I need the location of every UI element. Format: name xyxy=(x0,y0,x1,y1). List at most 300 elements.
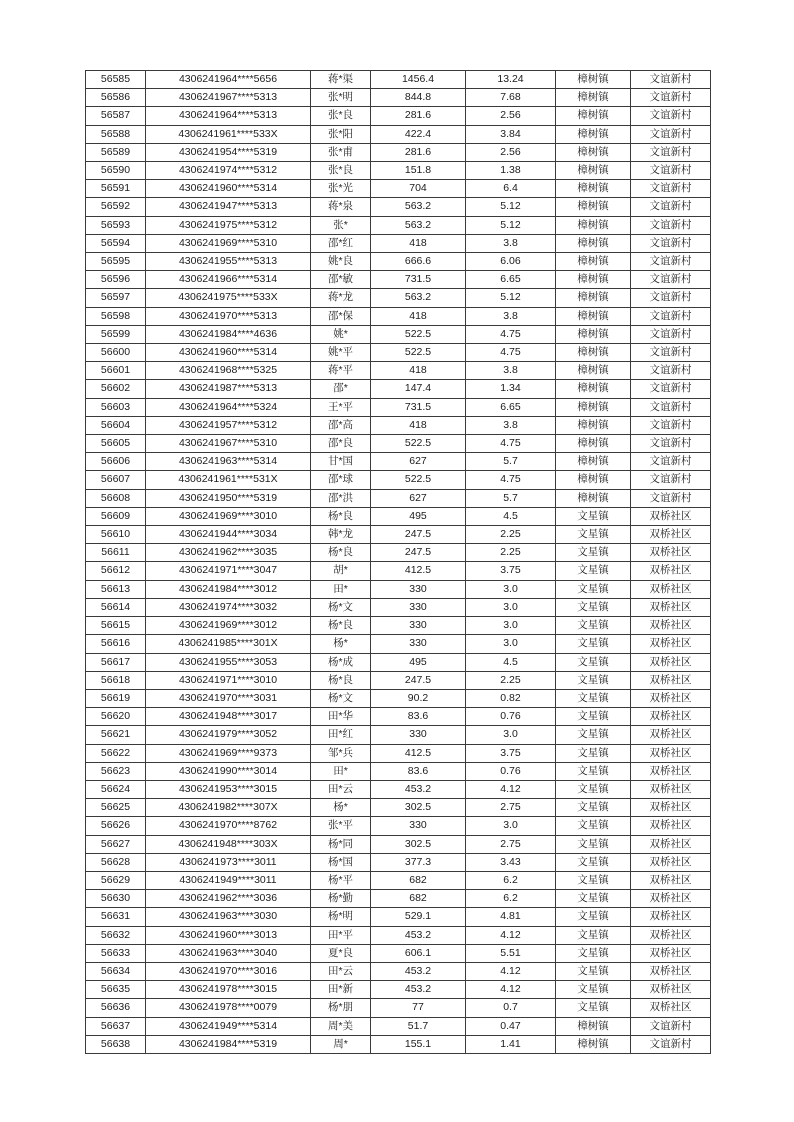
cell-town: 文星镇 xyxy=(556,671,631,689)
cell-village: 文谊新村 xyxy=(631,362,711,380)
cell-id-number: 4306241960****5314 xyxy=(146,180,311,198)
cell-id-number: 4306241961****531X xyxy=(146,471,311,489)
cell-rate: 1.41 xyxy=(466,1035,556,1053)
cell-amount: 77 xyxy=(371,999,466,1017)
cell-amount: 90.2 xyxy=(371,689,466,707)
cell-id-number: 4306241978****0079 xyxy=(146,999,311,1017)
cell-rate: 6.2 xyxy=(466,890,556,908)
cell-village: 双桥社区 xyxy=(631,871,711,889)
cell-amount: 281.6 xyxy=(371,107,466,125)
cell-serial: 56610 xyxy=(86,526,146,544)
cell-town: 文星镇 xyxy=(556,890,631,908)
cell-town: 樟树镇 xyxy=(556,344,631,362)
cell-village: 双桥社区 xyxy=(631,689,711,707)
cell-amount: 495 xyxy=(371,653,466,671)
cell-name: 杨*文 xyxy=(311,689,371,707)
cell-village: 文谊新村 xyxy=(631,289,711,307)
cell-amount: 418 xyxy=(371,416,466,434)
cell-serial: 56626 xyxy=(86,817,146,835)
cell-rate: 2.25 xyxy=(466,544,556,562)
cell-town: 文星镇 xyxy=(556,908,631,926)
table-row xyxy=(86,853,711,871)
table-row xyxy=(86,344,711,362)
cell-town: 樟树镇 xyxy=(556,234,631,252)
cell-town: 樟树镇 xyxy=(556,107,631,125)
cell-serial: 56637 xyxy=(86,1017,146,1035)
cell-town: 樟树镇 xyxy=(556,253,631,271)
cell-village: 文谊新村 xyxy=(631,271,711,289)
cell-village: 文谊新村 xyxy=(631,344,711,362)
cell-town: 文星镇 xyxy=(556,653,631,671)
cell-village: 双桥社区 xyxy=(631,726,711,744)
cell-serial: 56635 xyxy=(86,981,146,999)
table-row xyxy=(86,799,711,817)
cell-serial: 56602 xyxy=(86,380,146,398)
cell-id-number: 4306241979****3052 xyxy=(146,726,311,744)
table-row xyxy=(86,926,711,944)
cell-id-number: 4306241982****307X xyxy=(146,799,311,817)
cell-rate: 3.8 xyxy=(466,234,556,252)
cell-serial: 56604 xyxy=(86,416,146,434)
cell-id-number: 4306241975****533X xyxy=(146,289,311,307)
cell-village: 双桥社区 xyxy=(631,853,711,871)
cell-town: 文星镇 xyxy=(556,544,631,562)
cell-serial: 56618 xyxy=(86,671,146,689)
cell-serial: 56601 xyxy=(86,362,146,380)
cell-rate: 5.51 xyxy=(466,944,556,962)
cell-id-number: 4306241967****5310 xyxy=(146,435,311,453)
cell-village: 双桥社区 xyxy=(631,562,711,580)
table-row xyxy=(86,635,711,653)
cell-amount: 522.5 xyxy=(371,344,466,362)
table-row xyxy=(86,817,711,835)
cell-village: 双桥社区 xyxy=(631,780,711,798)
cell-village: 双桥社区 xyxy=(631,999,711,1017)
cell-village: 文谊新村 xyxy=(631,198,711,216)
cell-village: 文谊新村 xyxy=(631,1035,711,1053)
cell-rate: 6.65 xyxy=(466,271,556,289)
cell-name: 杨*勤 xyxy=(311,890,371,908)
cell-id-number: 4306241971****3010 xyxy=(146,671,311,689)
cell-rate: 3.0 xyxy=(466,817,556,835)
table-row xyxy=(86,744,711,762)
cell-id-number: 4306241963****5314 xyxy=(146,453,311,471)
table-row xyxy=(86,999,711,1017)
cell-rate: 2.56 xyxy=(466,143,556,161)
cell-amount: 281.6 xyxy=(371,143,466,161)
cell-id-number: 4306241962****3035 xyxy=(146,544,311,562)
cell-serial: 56591 xyxy=(86,180,146,198)
cell-name: 杨*良 xyxy=(311,507,371,525)
table-row xyxy=(86,435,711,453)
cell-id-number: 4306241970****5313 xyxy=(146,307,311,325)
cell-rate: 4.12 xyxy=(466,981,556,999)
cell-town: 文星镇 xyxy=(556,580,631,598)
cell-name: 田*新 xyxy=(311,981,371,999)
cell-town: 文星镇 xyxy=(556,708,631,726)
cell-serial: 56590 xyxy=(86,162,146,180)
cell-serial: 56617 xyxy=(86,653,146,671)
table-row xyxy=(86,234,711,252)
table-row xyxy=(86,1035,711,1053)
cell-town: 樟树镇 xyxy=(556,435,631,453)
cell-amount: 522.5 xyxy=(371,471,466,489)
cell-amount: 563.2 xyxy=(371,198,466,216)
cell-serial: 56596 xyxy=(86,271,146,289)
cell-id-number: 4306241969****5310 xyxy=(146,234,311,252)
cell-village: 双桥社区 xyxy=(631,926,711,944)
cell-amount: 844.8 xyxy=(371,89,466,107)
cell-id-number: 4306241948****3017 xyxy=(146,708,311,726)
cell-town: 文星镇 xyxy=(556,762,631,780)
cell-town: 樟树镇 xyxy=(556,453,631,471)
cell-name: 周*美 xyxy=(311,1017,371,1035)
cell-id-number: 4306241990****3014 xyxy=(146,762,311,780)
cell-village: 双桥社区 xyxy=(631,598,711,616)
cell-name: 邵*保 xyxy=(311,307,371,325)
cell-serial: 56609 xyxy=(86,507,146,525)
cell-name: 邵*洪 xyxy=(311,489,371,507)
cell-amount: 453.2 xyxy=(371,780,466,798)
cell-name: 杨*明 xyxy=(311,908,371,926)
cell-serial: 56599 xyxy=(86,325,146,343)
cell-name: 杨*成 xyxy=(311,653,371,671)
cell-id-number: 4306241974****3032 xyxy=(146,598,311,616)
cell-name: 田* xyxy=(311,762,371,780)
cell-village: 双桥社区 xyxy=(631,944,711,962)
cell-village: 文谊新村 xyxy=(631,107,711,125)
cell-rate: 0.82 xyxy=(466,689,556,707)
cell-rate: 2.25 xyxy=(466,526,556,544)
cell-town: 文星镇 xyxy=(556,598,631,616)
cell-rate: 5.7 xyxy=(466,453,556,471)
cell-name: 杨*良 xyxy=(311,544,371,562)
cell-village: 文谊新村 xyxy=(631,416,711,434)
cell-amount: 330 xyxy=(371,598,466,616)
cell-name: 周* xyxy=(311,1035,371,1053)
cell-serial: 56636 xyxy=(86,999,146,1017)
cell-id-number: 4306241962****3036 xyxy=(146,890,311,908)
table-row xyxy=(86,362,711,380)
cell-amount: 155.1 xyxy=(371,1035,466,1053)
cell-name: 蒋*渠 xyxy=(311,71,371,89)
table-row xyxy=(86,325,711,343)
cell-serial: 56631 xyxy=(86,908,146,926)
cell-amount: 627 xyxy=(371,453,466,471)
cell-serial: 56620 xyxy=(86,708,146,726)
table-row xyxy=(86,780,711,798)
cell-serial: 56606 xyxy=(86,453,146,471)
cell-id-number: 4306241984****3012 xyxy=(146,580,311,598)
table-row xyxy=(86,762,711,780)
cell-rate: 13.24 xyxy=(466,71,556,89)
cell-village: 双桥社区 xyxy=(631,635,711,653)
cell-rate: 7.68 xyxy=(466,89,556,107)
beneficiary-table xyxy=(85,70,711,1054)
cell-rate: 1.38 xyxy=(466,162,556,180)
cell-town: 文星镇 xyxy=(556,726,631,744)
cell-village: 文谊新村 xyxy=(631,125,711,143)
cell-serial: 56612 xyxy=(86,562,146,580)
cell-town: 文星镇 xyxy=(556,526,631,544)
cell-name: 杨*国 xyxy=(311,853,371,871)
table-row xyxy=(86,981,711,999)
cell-rate: 3.75 xyxy=(466,744,556,762)
cell-town: 樟树镇 xyxy=(556,216,631,234)
cell-town: 文星镇 xyxy=(556,799,631,817)
cell-town: 樟树镇 xyxy=(556,416,631,434)
cell-amount: 1456.4 xyxy=(371,71,466,89)
cell-amount: 606.1 xyxy=(371,944,466,962)
cell-amount: 522.5 xyxy=(371,325,466,343)
cell-id-number: 4306241970****3016 xyxy=(146,962,311,980)
cell-serial: 56594 xyxy=(86,234,146,252)
cell-serial: 56598 xyxy=(86,307,146,325)
table-row xyxy=(86,1017,711,1035)
cell-rate: 3.8 xyxy=(466,416,556,434)
cell-amount: 247.5 xyxy=(371,526,466,544)
cell-amount: 682 xyxy=(371,871,466,889)
cell-name: 张*光 xyxy=(311,180,371,198)
cell-name: 邵*球 xyxy=(311,471,371,489)
cell-town: 樟树镇 xyxy=(556,489,631,507)
cell-village: 双桥社区 xyxy=(631,744,711,762)
cell-amount: 453.2 xyxy=(371,981,466,999)
cell-town: 文星镇 xyxy=(556,853,631,871)
cell-id-number: 4306241964****5656 xyxy=(146,71,311,89)
cell-id-number: 4306241964****5324 xyxy=(146,398,311,416)
cell-rate: 3.43 xyxy=(466,853,556,871)
cell-amount: 83.6 xyxy=(371,708,466,726)
cell-amount: 529.1 xyxy=(371,908,466,926)
cell-id-number: 4306241949****3011 xyxy=(146,871,311,889)
cell-name: 张* xyxy=(311,216,371,234)
cell-name: 张*平 xyxy=(311,817,371,835)
cell-serial: 56638 xyxy=(86,1035,146,1053)
cell-village: 双桥社区 xyxy=(631,671,711,689)
cell-serial: 56607 xyxy=(86,471,146,489)
table-row xyxy=(86,598,711,616)
cell-rate: 5.12 xyxy=(466,216,556,234)
cell-town: 文星镇 xyxy=(556,562,631,580)
cell-name: 杨* xyxy=(311,799,371,817)
cell-town: 樟树镇 xyxy=(556,198,631,216)
cell-village: 双桥社区 xyxy=(631,762,711,780)
table-row xyxy=(86,271,711,289)
table-row xyxy=(86,453,711,471)
cell-town: 樟树镇 xyxy=(556,362,631,380)
cell-name: 邵*良 xyxy=(311,435,371,453)
cell-name: 张*甫 xyxy=(311,143,371,161)
table-row xyxy=(86,162,711,180)
cell-id-number: 4306241963****3030 xyxy=(146,908,311,926)
table-row xyxy=(86,908,711,926)
table-row xyxy=(86,253,711,271)
cell-town: 樟树镇 xyxy=(556,89,631,107)
cell-amount: 731.5 xyxy=(371,271,466,289)
cell-village: 文谊新村 xyxy=(631,1017,711,1035)
cell-amount: 495 xyxy=(371,507,466,525)
cell-serial: 56628 xyxy=(86,853,146,871)
cell-id-number: 4306241967****5313 xyxy=(146,89,311,107)
cell-village: 双桥社区 xyxy=(631,526,711,544)
cell-rate: 3.0 xyxy=(466,598,556,616)
cell-town: 文星镇 xyxy=(556,999,631,1017)
table-row xyxy=(86,653,711,671)
table-row xyxy=(86,890,711,908)
cell-id-number: 4306241973****3011 xyxy=(146,853,311,871)
cell-village: 文谊新村 xyxy=(631,307,711,325)
cell-serial: 56615 xyxy=(86,617,146,635)
cell-amount: 453.2 xyxy=(371,926,466,944)
table-row xyxy=(86,617,711,635)
cell-name: 杨*文 xyxy=(311,598,371,616)
cell-town: 文星镇 xyxy=(556,507,631,525)
cell-village: 双桥社区 xyxy=(631,653,711,671)
cell-town: 樟树镇 xyxy=(556,398,631,416)
cell-town: 文星镇 xyxy=(556,817,631,835)
cell-rate: 2.25 xyxy=(466,671,556,689)
cell-rate: 6.06 xyxy=(466,253,556,271)
cell-village: 双桥社区 xyxy=(631,507,711,525)
table-row xyxy=(86,89,711,107)
cell-id-number: 4306241978****3015 xyxy=(146,981,311,999)
cell-serial: 56595 xyxy=(86,253,146,271)
cell-serial: 56589 xyxy=(86,143,146,161)
cell-town: 文星镇 xyxy=(556,871,631,889)
cell-name: 田*云 xyxy=(311,780,371,798)
table-row xyxy=(86,398,711,416)
table-row xyxy=(86,871,711,889)
cell-serial: 56616 xyxy=(86,635,146,653)
table-row xyxy=(86,416,711,434)
cell-rate: 2.56 xyxy=(466,107,556,125)
cell-id-number: 4306241970****8762 xyxy=(146,817,311,835)
cell-town: 樟树镇 xyxy=(556,162,631,180)
cell-serial: 56603 xyxy=(86,398,146,416)
cell-id-number: 4306241960****3013 xyxy=(146,926,311,944)
cell-amount: 418 xyxy=(371,234,466,252)
cell-town: 樟树镇 xyxy=(556,307,631,325)
cell-town: 文星镇 xyxy=(556,744,631,762)
cell-village: 双桥社区 xyxy=(631,908,711,926)
cell-town: 文星镇 xyxy=(556,962,631,980)
cell-name: 田* xyxy=(311,580,371,598)
cell-town: 樟树镇 xyxy=(556,143,631,161)
cell-serial: 56634 xyxy=(86,962,146,980)
cell-rate: 3.0 xyxy=(466,580,556,598)
table-row xyxy=(86,944,711,962)
cell-town: 文星镇 xyxy=(556,617,631,635)
cell-name: 邵*红 xyxy=(311,234,371,252)
cell-village: 文谊新村 xyxy=(631,325,711,343)
cell-id-number: 4306241947****5313 xyxy=(146,198,311,216)
cell-id-number: 4306241969****9373 xyxy=(146,744,311,762)
cell-name: 田*红 xyxy=(311,726,371,744)
cell-name: 甘*国 xyxy=(311,453,371,471)
cell-town: 文星镇 xyxy=(556,981,631,999)
cell-id-number: 4306241970****3031 xyxy=(146,689,311,707)
cell-serial: 56600 xyxy=(86,344,146,362)
cell-village: 双桥社区 xyxy=(631,835,711,853)
cell-rate: 3.75 xyxy=(466,562,556,580)
cell-id-number: 4306241957****5312 xyxy=(146,416,311,434)
cell-serial: 56593 xyxy=(86,216,146,234)
table-row xyxy=(86,180,711,198)
cell-amount: 247.5 xyxy=(371,671,466,689)
table-row xyxy=(86,380,711,398)
cell-name: 杨*良 xyxy=(311,617,371,635)
cell-rate: 5.12 xyxy=(466,198,556,216)
cell-village: 双桥社区 xyxy=(631,617,711,635)
cell-amount: 666.6 xyxy=(371,253,466,271)
cell-id-number: 4306241987****5313 xyxy=(146,380,311,398)
cell-village: 文谊新村 xyxy=(631,398,711,416)
cell-town: 文星镇 xyxy=(556,835,631,853)
cell-town: 樟树镇 xyxy=(556,71,631,89)
cell-serial: 56588 xyxy=(86,125,146,143)
cell-amount: 453.2 xyxy=(371,962,466,980)
cell-rate: 4.12 xyxy=(466,926,556,944)
cell-id-number: 4306241964****5313 xyxy=(146,107,311,125)
cell-amount: 522.5 xyxy=(371,435,466,453)
cell-amount: 682 xyxy=(371,890,466,908)
cell-rate: 3.0 xyxy=(466,617,556,635)
cell-name: 夏*良 xyxy=(311,944,371,962)
cell-rate: 3.84 xyxy=(466,125,556,143)
cell-amount: 627 xyxy=(371,489,466,507)
cell-name: 张*阳 xyxy=(311,125,371,143)
cell-amount: 412.5 xyxy=(371,562,466,580)
cell-town: 樟树镇 xyxy=(556,1017,631,1035)
cell-name: 杨* xyxy=(311,635,371,653)
cell-serial: 56623 xyxy=(86,762,146,780)
cell-amount: 151.8 xyxy=(371,162,466,180)
cell-village: 双桥社区 xyxy=(631,580,711,598)
table-row xyxy=(86,708,711,726)
cell-id-number: 4306241984****4636 xyxy=(146,325,311,343)
table-row xyxy=(86,216,711,234)
cell-rate: 0.47 xyxy=(466,1017,556,1035)
cell-name: 邵* xyxy=(311,380,371,398)
cell-id-number: 4306241955****5313 xyxy=(146,253,311,271)
cell-town: 文星镇 xyxy=(556,944,631,962)
cell-serial: 56627 xyxy=(86,835,146,853)
cell-rate: 3.0 xyxy=(466,726,556,744)
cell-name: 邹*兵 xyxy=(311,744,371,762)
table-row xyxy=(86,580,711,598)
cell-serial: 56619 xyxy=(86,689,146,707)
cell-amount: 418 xyxy=(371,362,466,380)
cell-rate: 0.76 xyxy=(466,762,556,780)
cell-town: 樟树镇 xyxy=(556,471,631,489)
cell-name: 田*平 xyxy=(311,926,371,944)
cell-name: 杨*良 xyxy=(311,671,371,689)
cell-rate: 5.7 xyxy=(466,489,556,507)
cell-id-number: 4306241953****3015 xyxy=(146,780,311,798)
cell-id-number: 4306241969****3012 xyxy=(146,617,311,635)
cell-town: 樟树镇 xyxy=(556,271,631,289)
cell-name: 邵*高 xyxy=(311,416,371,434)
cell-amount: 563.2 xyxy=(371,216,466,234)
cell-amount: 330 xyxy=(371,726,466,744)
table-body xyxy=(86,71,711,1054)
cell-id-number: 4306241971****3047 xyxy=(146,562,311,580)
cell-amount: 302.5 xyxy=(371,799,466,817)
cell-name: 杨*平 xyxy=(311,871,371,889)
cell-id-number: 4306241968****5325 xyxy=(146,362,311,380)
cell-rate: 2.75 xyxy=(466,835,556,853)
